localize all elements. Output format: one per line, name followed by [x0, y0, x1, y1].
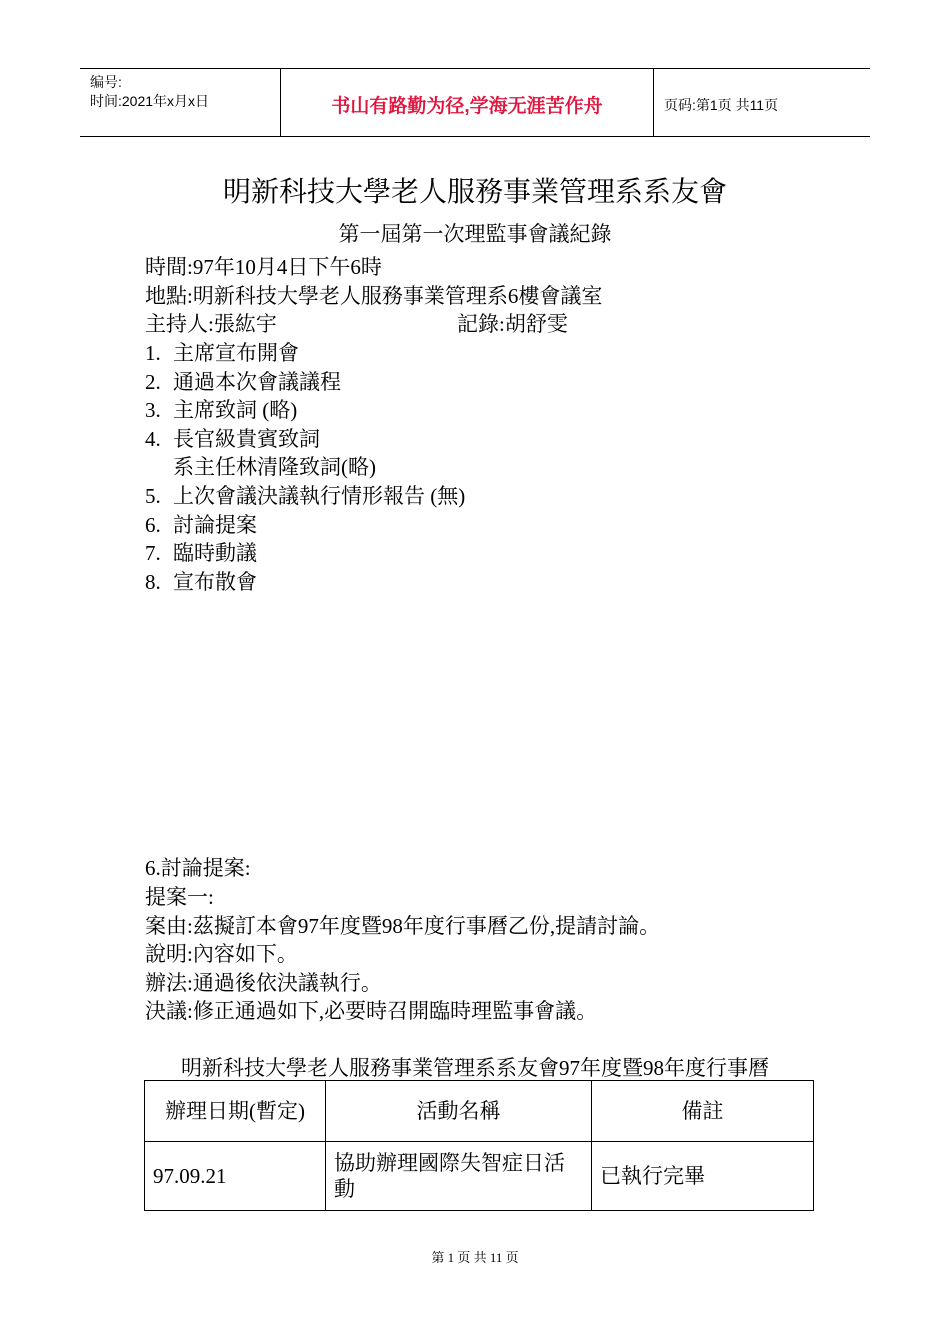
agenda-item: 6. 討論提案	[145, 513, 257, 537]
cell-date: 97.09.21	[145, 1142, 326, 1211]
agenda-item: 4. 長官級貴賓致詞	[145, 427, 320, 451]
calendar-caption: 明新科技大學老人服務事業管理系系友會97年度暨98年度行事曆	[181, 1056, 769, 1080]
page-footer: 第 1 页 共 11 页	[431, 1250, 519, 1265]
document-header	[80, 68, 870, 137]
agenda-item: 3. 主席致詞 (略)	[145, 398, 298, 422]
agenda-item: 8. 宣布散會	[145, 570, 257, 594]
proposal-method: 辦法:通過後依決議執行。	[145, 971, 382, 995]
document-subtitle: 第一屆第一次理監事會議紀錄	[338, 222, 612, 246]
agenda-item: 系主任林清隆致詞(略)	[173, 455, 376, 479]
table-header-row	[145, 1081, 814, 1142]
meeting-host: 主持人:張紘宇	[145, 312, 277, 336]
proposal-reason: 案由:茲擬訂本會97年度暨98年度行事曆乙份,提請討論。	[145, 914, 661, 938]
time-label: 时间:2021年x月x日	[90, 93, 210, 109]
meeting-place: 地點:明新科技大學老人服務事業管理系6樓會議室	[145, 284, 603, 308]
document-title: 明新科技大學老人服務事業管理系系友會	[222, 177, 727, 208]
column-header-activity: 活動名稱	[326, 1081, 592, 1142]
header-info	[80, 69, 281, 136]
number-label: 编号:	[90, 74, 122, 90]
proposal-resolution: 決議:修正通過如下,必要時召開臨時理監事會議。	[145, 999, 598, 1023]
table-row	[145, 1142, 814, 1211]
calendar-table	[144, 1080, 814, 1211]
column-header-remarks: 備註	[592, 1081, 814, 1142]
agenda-item: 5. 上次會議決議執行情形報告 (無)	[145, 484, 466, 508]
cell-remarks: 已執行完畢	[592, 1142, 814, 1211]
proposal-title: 提案一:	[145, 885, 214, 909]
meeting-recorder: 記錄:胡舒雯	[457, 312, 568, 336]
column-header-date: 辦理日期(暫定)	[145, 1081, 326, 1142]
agenda-item: 7. 臨時動議	[145, 541, 257, 565]
header-motto: 书山有路勤为径,学海无涯苦作舟	[281, 69, 654, 136]
header-page-info: 页码:第1页 共11页	[664, 96, 779, 113]
agenda-item: 1. 主席宣布開會	[145, 341, 299, 365]
meeting-time: 時間:97年10月4日下午6時	[145, 255, 382, 279]
cell-activity: 協助辦理國際失智症日活動	[326, 1142, 592, 1211]
agenda-item: 2. 通過本次會議議程	[145, 370, 341, 394]
discussion-heading: 6.討論提案:	[145, 856, 251, 880]
proposal-explanation: 說明:內容如下。	[145, 942, 298, 966]
